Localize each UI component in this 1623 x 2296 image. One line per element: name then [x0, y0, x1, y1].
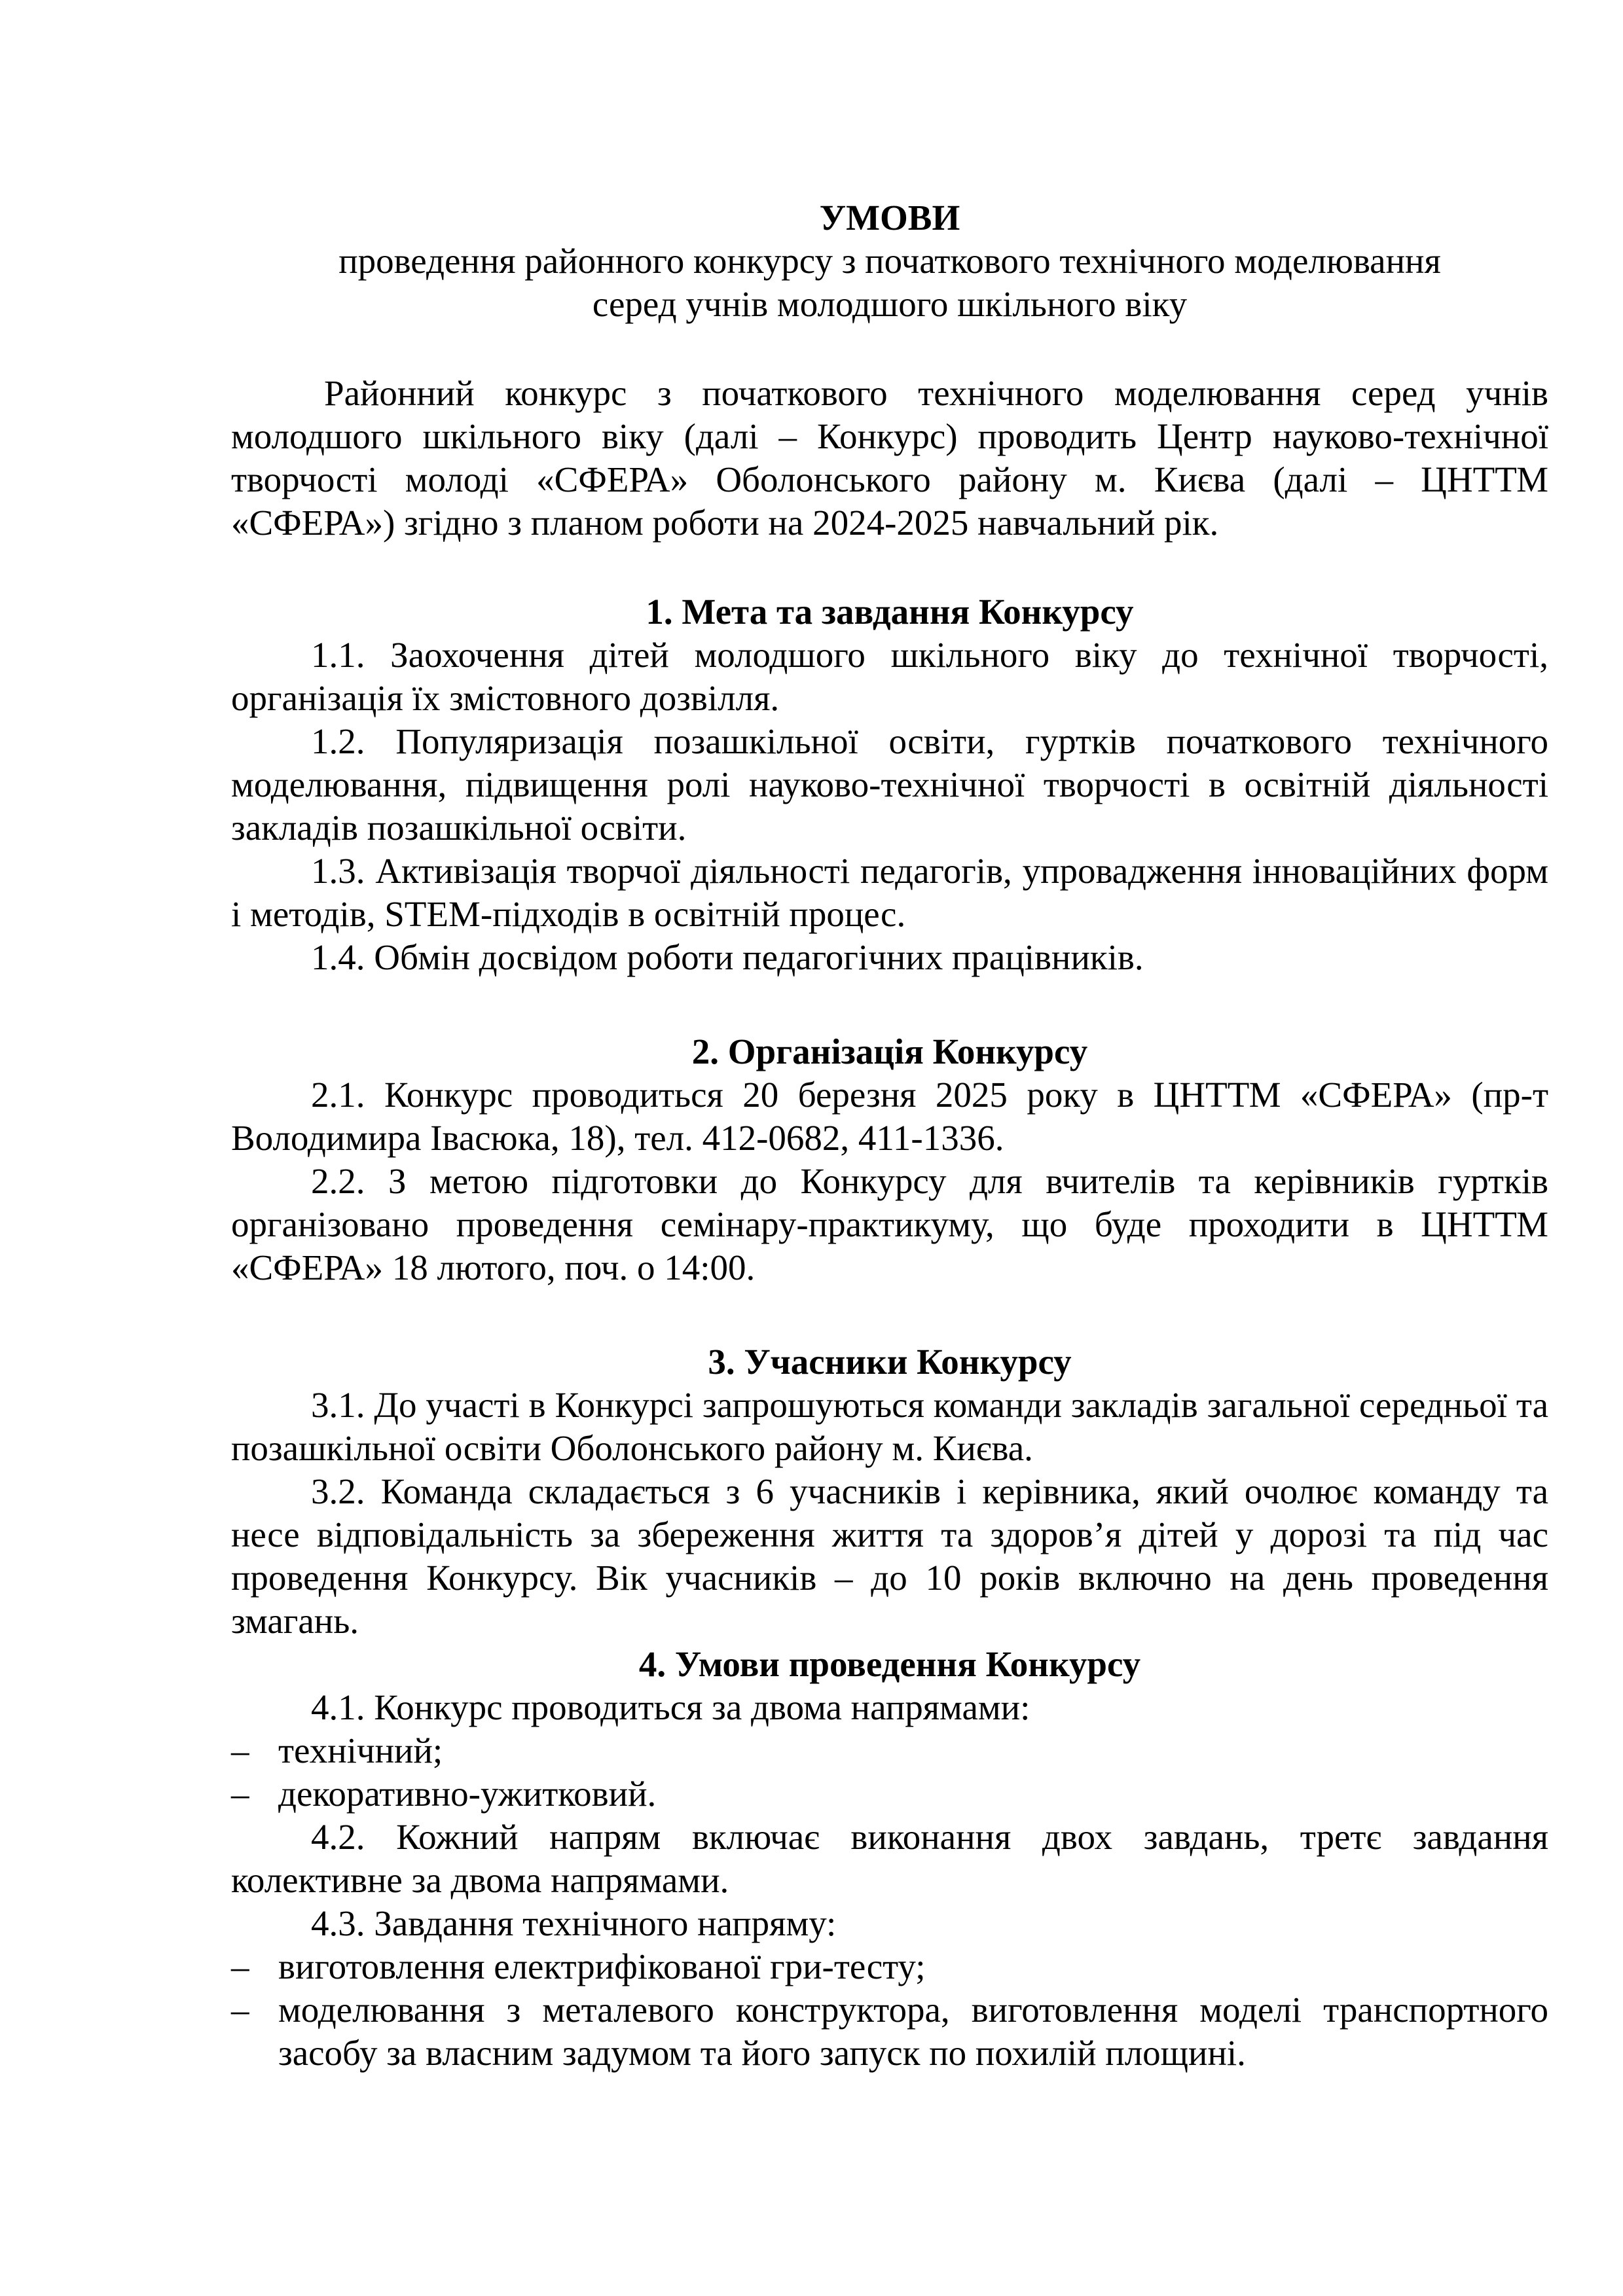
section-1-item-2: 1.2. Популяризація позашкільної освіти, гуртків початкового технічного моделювання, підвищення ролі науково-технічної творчості в освітній діяльності закладів позашкільної освіти.: [231, 721, 1548, 848]
spacer: [231, 1289, 1548, 1340]
section-4-item-2: 4.2. Кожний напрям включає виконання двох завдань, третє завдання колективне за двома напрямами.: [231, 1817, 1548, 1900]
list-item: [231, 1988, 1548, 2075]
list-item: [231, 1945, 1548, 1988]
section-3-title: 3. Учасники Конкурсу: [708, 1342, 1072, 1382]
section-3-item-2: 3.2. Команда складається з 6 учасників і керівника, який очолює команду та несе відповідальність за збереження життя та здоров’я дітей у дорозі та під час проведення Конкурсу. Вік учасників – до 10 років включно на день проведення змагань.: [231, 1471, 1548, 1641]
section-4-item-1: 4.1. Конкурс проводиться за двома напрямами:: [311, 1687, 1030, 1727]
section-1-title: 1. Мета та завдання Конкурсу: [646, 592, 1134, 632]
section-3-item-1: 3.1. До участі в Конкурсі запрошуються команди закладів загальної середньої та позашкільної освіти Оболонського району м. Києва.: [231, 1385, 1548, 1468]
document-page: [231, 196, 1548, 2075]
section-4-title: 4. Умови проведення Конкурсу: [638, 1644, 1141, 1684]
list-item: [231, 1772, 1548, 1816]
section-1-item-4: 1.4. Обмін досвідом роботи педагогічних працівників.: [311, 937, 1144, 977]
list-item-text: виготовлення електрифікованої гри-тесту;: [278, 1946, 926, 1986]
spacer: [231, 326, 1548, 372]
spacer: [231, 545, 1548, 590]
list-item-text: технічний;: [278, 1731, 443, 1770]
dash-bullet: –: [231, 1774, 249, 1814]
section-4-list-3: [231, 1945, 1548, 2075]
dash-bullet: –: [231, 1946, 249, 1986]
dash-bullet: –: [231, 1731, 249, 1770]
section-1-item-1: 1.1. Заохочення дітей молодшого шкільного віку до технічної творчості, організація їх змістовного дозвілля.: [231, 635, 1548, 718]
list-item: [231, 1729, 1548, 1772]
section-2-title: 2. Організація Конкурсу: [691, 1031, 1088, 1071]
section-4-item-3: 4.3. Завдання технічного напряму:: [311, 1903, 837, 1943]
document-title: УМОВИ: [819, 198, 960, 238]
list-item-text: декоративно-ужитковий.: [278, 1774, 657, 1814]
section-2-item-2: 2.2. З метою підготовки до Конкурсу для вчителів та керівників гуртків організовано проведення семінару-практикуму, що буде проходити в ЦНТТМ «СФЕРА» 18 лютого, поч. о 14:00.: [231, 1161, 1548, 1287]
list-item-text: моделювання з металевого конструктора, виготовлення моделі транспортного засобу за власним задумом та його запуск по похилій площині.: [278, 1990, 1548, 2073]
section-1-item-3: 1.3. Активізація творчої діяльності педагогів, упровадження інноваційних форм і методів, STEM-підходів в освітній процес.: [231, 851, 1548, 934]
spacer: [231, 979, 1548, 1030]
dash-bullet: –: [231, 1990, 249, 2030]
section-4-list-1: [231, 1729, 1548, 1816]
intro-paragraph: Районний конкурс з початкового технічного моделювання серед учнів молодшого шкільного віку (далі – Конкурс) проводить Центр науково-технічної творчості молоді «СФЕРА» Оболонського району м. Києва (далі – ЦНТТМ «СФЕРА») згідно з планом роботи на 2024-2025 навчальний рік.: [231, 373, 1548, 543]
section-2-item-1: 2.1. Конкурс проводиться 20 березня 2025 року в ЦНТТМ «СФЕРА» (пр-т Володимира Івасюка, 18), тел. 412-0682, 411-1336.: [231, 1075, 1548, 1158]
document-subtitle-line2: серед учнів молодшого шкільного віку: [592, 284, 1188, 324]
document-subtitle-line1: проведення районного конкурсу з початкового технічного моделювання: [338, 241, 1441, 281]
